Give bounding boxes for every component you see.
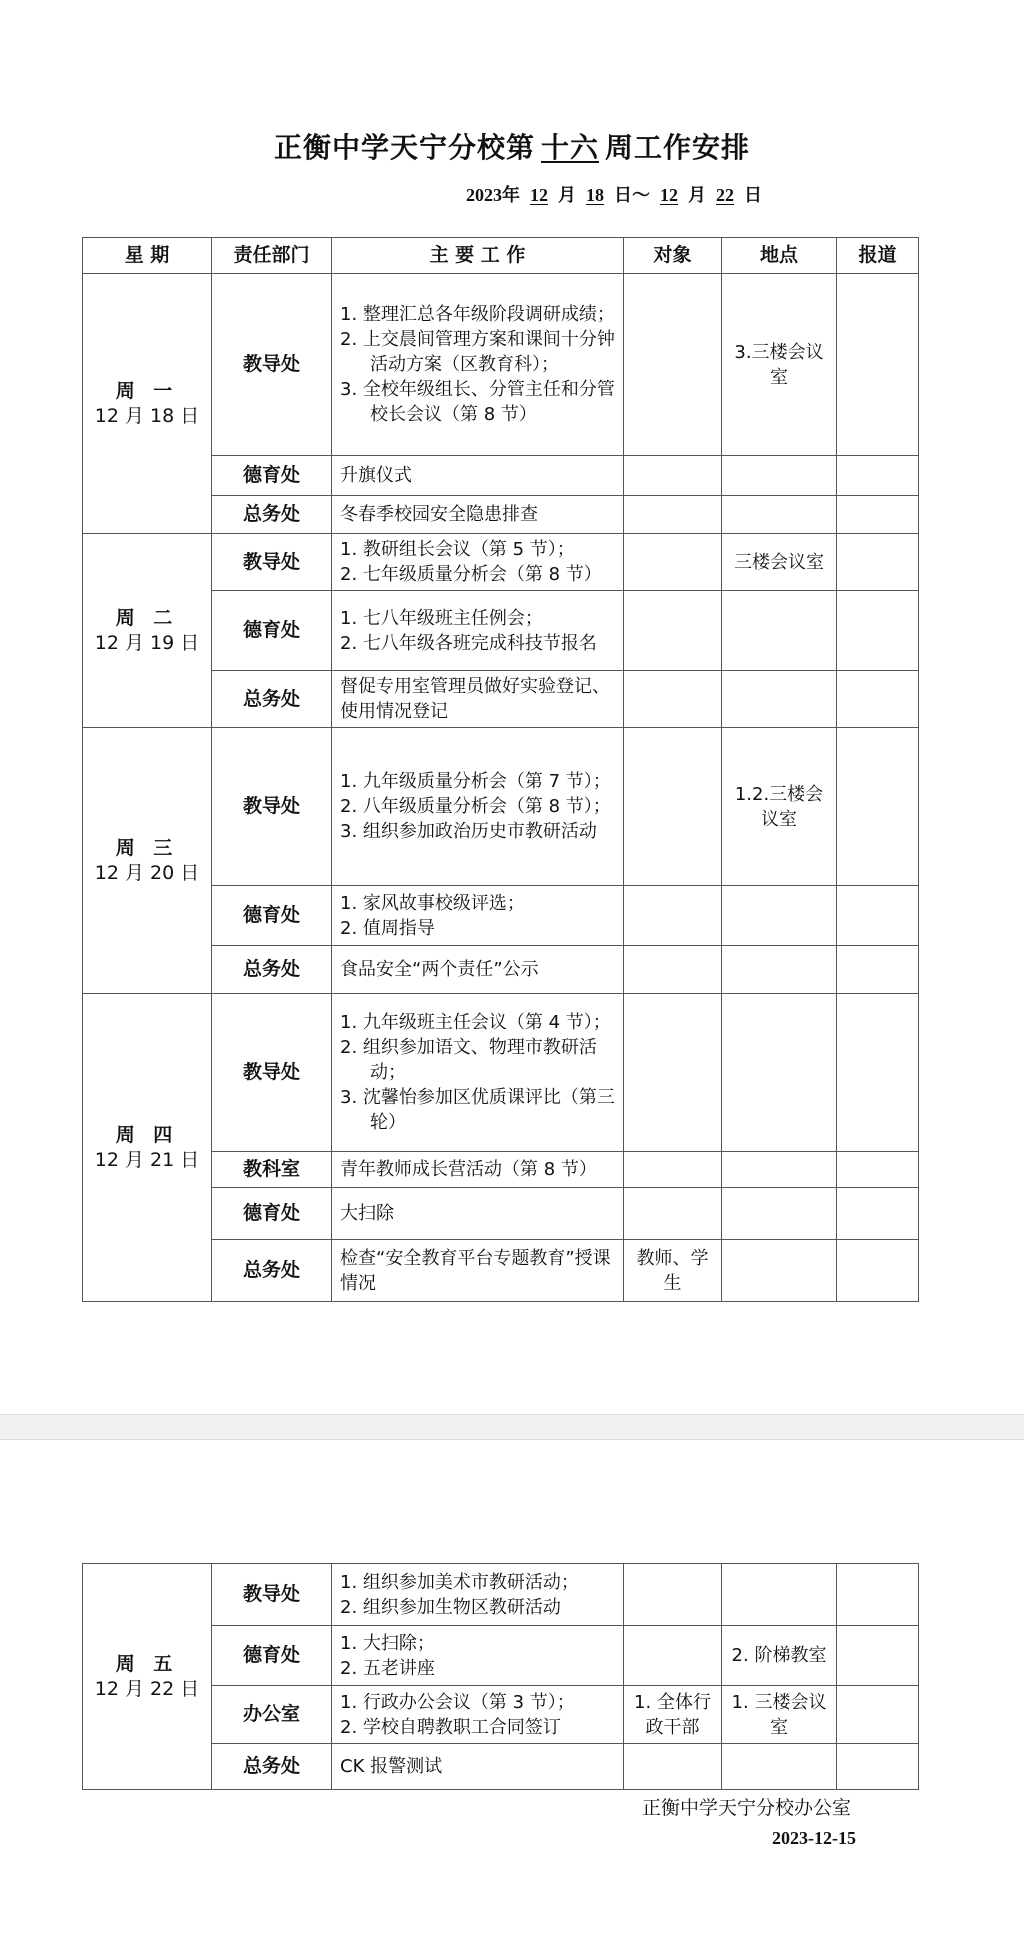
place-cell — [722, 496, 837, 534]
work-cell — [332, 1240, 624, 1302]
year: 2023 — [466, 185, 502, 205]
weekday-name: 周 五 — [115, 1652, 179, 1675]
report-cell — [837, 456, 919, 496]
weekday-date: 12 月 18 日 — [94, 404, 200, 427]
work-item: 1. 大扫除； — [340, 1632, 435, 1654]
table-row — [83, 274, 919, 456]
office-signature: 正衡中学天宁分校办公室 — [642, 1797, 852, 1819]
table-row — [83, 1564, 919, 1626]
schedule-table-page-1 — [82, 237, 919, 1302]
target-cell — [624, 456, 722, 496]
header-target: 对象 — [624, 238, 722, 274]
page-title — [0, 126, 1024, 166]
report-cell — [837, 994, 919, 1152]
place-cell — [722, 1240, 837, 1302]
table-row — [83, 534, 919, 591]
schedule-body-page-1 — [83, 274, 919, 1302]
weekday-name: 周 二 — [115, 606, 179, 629]
report-cell — [837, 886, 919, 946]
end-day-label: 日 — [744, 185, 762, 205]
department-cell: 德育处 — [212, 886, 332, 946]
work-cell — [332, 1188, 624, 1240]
date-range — [466, 181, 762, 207]
place-cell — [722, 994, 837, 1152]
department-cell: 德育处 — [212, 1626, 332, 1686]
target-cell: 教师、学生 — [624, 1240, 722, 1302]
report-cell — [837, 534, 919, 591]
month-label: 月 — [558, 185, 576, 205]
work-item: 食品安全“两个责任”公示 — [340, 959, 539, 980]
work-cell — [332, 496, 624, 534]
work-cell — [332, 1626, 624, 1686]
work-cell — [332, 534, 624, 591]
table-row — [83, 994, 919, 1152]
header-place: 地点 — [722, 238, 837, 274]
place-cell: 1. 三楼会议室 — [722, 1686, 837, 1744]
place-cell — [722, 886, 837, 946]
place-cell — [722, 1152, 837, 1188]
work-item: 3. 沈馨怡参加区优质课评比（第三轮） — [340, 1087, 615, 1133]
work-item: 2. 学校自聘教职工合同签订 — [340, 1716, 561, 1738]
weekday-date: 12 月 20 日 — [94, 861, 200, 884]
work-item: 青年教师成长营活动（第 8 节） — [340, 1159, 597, 1180]
title-prefix: 正衡中学天宁分校第 — [273, 131, 535, 164]
work-item: 升旗仪式 — [340, 465, 412, 486]
department-cell: 德育处 — [212, 456, 332, 496]
target-cell — [624, 534, 722, 591]
table-header-row — [83, 238, 919, 274]
place-cell — [722, 456, 837, 496]
year-label: 年 — [502, 185, 520, 205]
table-row — [83, 728, 919, 886]
report-cell — [837, 1564, 919, 1626]
target-cell — [624, 1152, 722, 1188]
report-cell — [837, 1686, 919, 1744]
report-cell — [837, 591, 919, 671]
work-item: 2. 上交晨间管理方案和课间十分钟活动方案（区教育科）； — [340, 329, 615, 375]
report-cell — [837, 946, 919, 994]
work-cell — [332, 1686, 624, 1744]
place-cell — [722, 1744, 837, 1790]
signature-date: 2023-12-15 — [772, 1828, 856, 1848]
department-cell: 总务处 — [212, 1744, 332, 1790]
work-item: 1. 组织参加美术市教研活动； — [340, 1571, 579, 1593]
work-cell — [332, 886, 624, 946]
work-item: 1. 家风故事校级评选； — [340, 892, 525, 914]
start-day: 18 — [586, 185, 604, 205]
work-item: 1. 七八年级班主任例会； — [340, 607, 543, 629]
page-break — [0, 1414, 1024, 1440]
work-item: 检查“安全教育平台专题教育”授课情况 — [340, 1247, 611, 1294]
report-cell — [837, 1626, 919, 1686]
target-cell — [624, 1188, 722, 1240]
work-item: CK 报警测试 — [340, 1756, 443, 1777]
header-weekday: 星 期 — [83, 238, 212, 274]
report-cell — [837, 1240, 919, 1302]
work-item: 2. 七八年级各班完成科技节报名 — [340, 632, 597, 654]
department-cell: 德育处 — [212, 591, 332, 671]
target-cell: 1. 全体行政干部 — [624, 1686, 722, 1744]
target-cell — [624, 886, 722, 946]
start-month: 12 — [530, 185, 548, 205]
work-item: 2. 组织参加语文、物理市教研活动； — [340, 1037, 597, 1083]
department-cell: 总务处 — [212, 1240, 332, 1302]
weekday-name: 周 三 — [115, 836, 179, 859]
work-item: 2. 七年级质量分析会（第 8 节） — [340, 564, 602, 585]
weekday-name: 周 四 — [115, 1123, 179, 1146]
place-cell: 3.三楼会议室 — [722, 274, 837, 456]
work-item: 2. 八年级质量分析会（第 8 节）； — [340, 796, 611, 817]
work-item: 1. 九年级质量分析会（第 7 节）； — [340, 771, 611, 792]
report-cell — [837, 1744, 919, 1790]
department-cell: 教导处 — [212, 534, 332, 591]
schedule-table-page-2 — [82, 1563, 919, 1790]
place-cell: 2. 阶梯教室 — [722, 1626, 837, 1686]
work-cell — [332, 591, 624, 671]
schedule-body-page-2 — [83, 1564, 919, 1790]
weekday-cell — [83, 274, 212, 534]
work-item: 督促专用室管理员做好实验登记、使用情况登记 — [340, 676, 610, 722]
work-item: 1. 教研组长会议（第 5 节）； — [340, 539, 575, 560]
department-cell: 教导处 — [212, 274, 332, 456]
report-cell — [837, 274, 919, 456]
target-cell — [624, 994, 722, 1152]
work-item: 3. 组织参加政治历史市教研活动 — [340, 821, 597, 842]
place-cell — [722, 671, 837, 728]
report-cell — [837, 671, 919, 728]
department-cell: 教科室 — [212, 1152, 332, 1188]
end-day: 22 — [716, 185, 734, 205]
work-cell — [332, 1744, 624, 1790]
weekday-date: 12 月 21 日 — [94, 1148, 200, 1171]
end-month-label: 月 — [688, 185, 706, 205]
work-cell — [332, 946, 624, 994]
department-cell: 教导处 — [212, 728, 332, 886]
target-cell — [624, 1564, 722, 1626]
work-cell — [332, 274, 624, 456]
weekday-cell — [83, 534, 212, 728]
work-cell — [332, 671, 624, 728]
work-cell — [332, 456, 624, 496]
place-cell: 三楼会议室 — [722, 534, 837, 591]
work-cell — [332, 1564, 624, 1626]
department-cell: 教导处 — [212, 994, 332, 1152]
title-suffix: 周工作安排 — [605, 131, 751, 164]
weekday-date: 12 月 19 日 — [94, 631, 200, 654]
work-cell — [332, 1152, 624, 1188]
department-cell: 办公室 — [212, 1686, 332, 1744]
department-cell: 总务处 — [212, 946, 332, 994]
report-cell — [837, 728, 919, 886]
work-item: 1. 整理汇总各年级阶段调研成绩； — [340, 304, 615, 325]
place-cell — [722, 946, 837, 994]
end-month: 12 — [660, 185, 678, 205]
weekday-cell — [83, 1564, 212, 1790]
target-cell — [624, 496, 722, 534]
report-cell — [837, 1188, 919, 1240]
report-cell — [837, 496, 919, 534]
department-cell: 总务处 — [212, 496, 332, 534]
work-item: 3. 全校年级组长、分管主任和分管校长会议（第 8 节） — [340, 379, 615, 425]
work-cell — [332, 728, 624, 886]
weekday-cell — [83, 728, 212, 994]
week-number: 十六 — [540, 131, 599, 164]
work-item: 2. 组织参加生物区教研活动 — [340, 1596, 561, 1618]
work-item: 1. 行政办公会议（第 3 节）； — [340, 1691, 575, 1713]
place-cell — [722, 591, 837, 671]
work-item: 大扫除 — [340, 1203, 394, 1224]
department-cell: 总务处 — [212, 671, 332, 728]
weekday-date: 12 月 22 日 — [94, 1677, 200, 1700]
department-cell: 德育处 — [212, 1188, 332, 1240]
weekday-name: 周 一 — [115, 379, 179, 402]
target-cell — [624, 1744, 722, 1790]
work-item: 2. 值周指导 — [340, 917, 435, 939]
work-item: 1. 九年级班主任会议（第 4 节）； — [340, 1012, 611, 1033]
place-cell: 1.2.三楼会议室 — [722, 728, 837, 886]
place-cell — [722, 1188, 837, 1240]
report-cell — [837, 1152, 919, 1188]
work-item: 冬春季校园安全隐患排查 — [340, 504, 538, 525]
target-cell — [624, 728, 722, 886]
target-cell — [624, 671, 722, 728]
target-cell — [624, 1626, 722, 1686]
header-report: 报道 — [837, 238, 919, 274]
department-cell: 教导处 — [212, 1564, 332, 1626]
work-cell — [332, 994, 624, 1152]
target-cell — [624, 274, 722, 456]
header-main-work: 主 要 工 作 — [332, 238, 624, 274]
day-label: 日～ — [614, 185, 650, 205]
header-department: 责任部门 — [212, 238, 332, 274]
place-cell — [722, 1564, 837, 1626]
target-cell — [624, 946, 722, 994]
work-item: 2. 五老讲座 — [340, 1657, 435, 1679]
weekday-cell — [83, 994, 212, 1302]
target-cell — [624, 591, 722, 671]
